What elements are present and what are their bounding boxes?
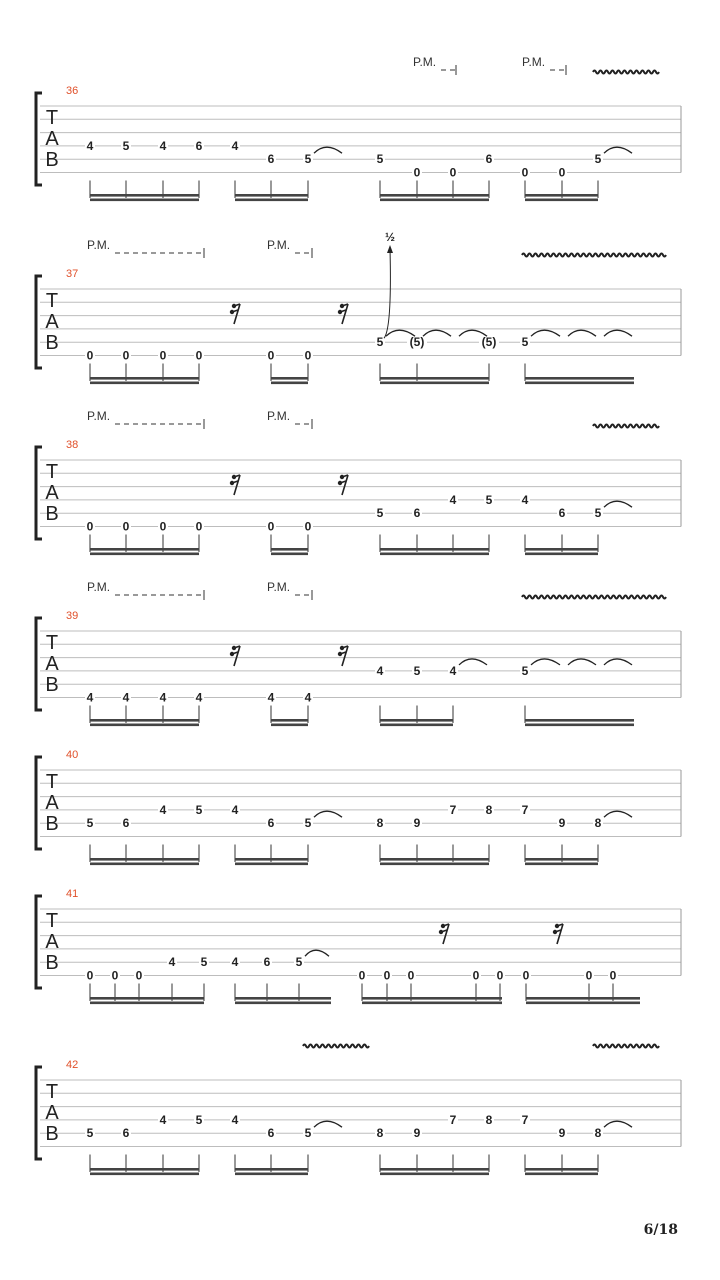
fret-number: 5	[594, 506, 602, 521]
palm-mute-label: P.M.	[267, 580, 291, 594]
fret-number: 0	[195, 348, 203, 363]
note-group	[520, 664, 634, 726]
tie	[604, 330, 632, 336]
fret-number: 4	[159, 1112, 167, 1127]
beam	[525, 199, 598, 202]
fret-number: 4	[449, 492, 457, 507]
system-bracket	[36, 276, 42, 368]
beam	[90, 194, 199, 197]
note-group	[375, 1113, 494, 1175]
beam	[271, 377, 308, 380]
fret-number: 4	[86, 690, 94, 705]
fret-number: 4	[231, 802, 239, 817]
fret-number: 5	[195, 802, 203, 817]
tie	[314, 811, 342, 817]
bend-curve	[384, 249, 390, 338]
tab-system-40	[36, 749, 681, 865]
tab-clef-letter: T	[45, 1081, 59, 1103]
beam	[271, 719, 308, 722]
beam	[525, 858, 598, 861]
tab-clef-letter: B	[45, 1123, 59, 1145]
beam	[380, 194, 489, 197]
tab-system-37	[36, 230, 681, 384]
fret-number: 5	[122, 138, 130, 153]
beam	[525, 194, 598, 197]
fret-number: 0	[304, 519, 312, 534]
beam	[380, 719, 453, 722]
fret-number: 6	[413, 506, 421, 521]
note-group	[85, 1113, 204, 1175]
system-bracket	[36, 1067, 42, 1159]
beam	[90, 863, 199, 866]
beam	[90, 553, 199, 556]
note-group	[520, 493, 603, 555]
fret-number: 5	[200, 955, 208, 970]
beam	[90, 382, 199, 385]
beam	[526, 1002, 640, 1005]
palm-mute-label: P.M.	[87, 409, 111, 423]
fret-number: 5	[594, 152, 602, 167]
tie	[568, 659, 596, 665]
vibrato-mark	[522, 254, 666, 257]
beam	[271, 382, 308, 385]
tie	[604, 147, 632, 153]
beam	[90, 199, 199, 202]
fret-number: 5	[86, 816, 94, 831]
beam	[235, 1168, 308, 1171]
system-bracket	[36, 896, 42, 988]
tie	[423, 330, 451, 336]
measure-number: 41	[66, 888, 79, 900]
beam	[90, 1168, 199, 1171]
fret-number: 9	[558, 1126, 566, 1141]
sixteenth-rest	[553, 924, 563, 944]
fret-number: 5	[195, 1112, 203, 1127]
measure-number: 38	[66, 439, 79, 451]
sixteenth-rest	[439, 924, 449, 944]
beam	[235, 199, 308, 202]
beam	[271, 548, 308, 551]
beam	[235, 863, 308, 866]
beam	[525, 1173, 598, 1176]
system-bracket	[36, 93, 42, 185]
tab-clef-letter: B	[45, 149, 59, 171]
beam	[90, 1002, 204, 1005]
fret-number: 9	[558, 816, 566, 831]
note-group	[375, 664, 458, 726]
fret-number: 4	[122, 690, 130, 705]
fret-number: 0	[407, 968, 415, 983]
fret-number: 5	[304, 1126, 312, 1141]
beam	[362, 997, 502, 1000]
system-bracket	[36, 618, 42, 710]
palm-mute-label: P.M.	[522, 55, 546, 69]
beam	[526, 997, 640, 1000]
fret-number: (5)	[409, 335, 425, 350]
beam	[90, 997, 204, 1000]
tab-clef-letter: T	[45, 771, 59, 793]
vibrato-mark	[303, 1045, 369, 1048]
fret-number: 8	[376, 1126, 384, 1141]
tab-clef-letter: A	[45, 128, 59, 150]
tie	[314, 147, 342, 153]
sixteenth-rest	[338, 646, 348, 666]
fret-number: 7	[449, 802, 457, 817]
fret-number: 7	[521, 802, 529, 817]
fret-number: 8	[485, 802, 493, 817]
fret-number: 0	[609, 968, 617, 983]
fret-number: 0	[472, 968, 480, 983]
tie	[305, 950, 329, 956]
measure-number: 37	[66, 268, 79, 280]
sixteenth-rest	[230, 475, 240, 495]
tab-system-41	[36, 888, 681, 1004]
beam	[525, 724, 634, 727]
tie	[568, 330, 596, 336]
fret-number: 6	[267, 816, 275, 831]
note-group	[230, 1113, 313, 1175]
fret-number: 4	[449, 663, 457, 678]
note-group	[520, 803, 603, 865]
fret-number: 7	[449, 1112, 457, 1127]
beam	[235, 194, 308, 197]
fret-number: 4	[521, 492, 529, 507]
beam	[380, 863, 489, 866]
fret-number: 5	[304, 152, 312, 167]
tab-clef-letter: A	[45, 792, 59, 814]
beam	[235, 997, 331, 1000]
fret-number: 9	[413, 816, 421, 831]
palm-mute-label: P.M.	[87, 238, 111, 252]
fret-number: 6	[195, 138, 203, 153]
fret-number: 0	[496, 968, 504, 983]
bend-arrowhead	[387, 245, 393, 253]
vibrato-mark	[593, 71, 659, 74]
measure-number: 42	[66, 1059, 79, 1071]
beam	[380, 377, 489, 380]
tie	[604, 811, 632, 817]
beam	[525, 553, 598, 556]
fret-number: 6	[122, 816, 130, 831]
beam	[90, 858, 199, 861]
palm-mute-label: P.M.	[87, 580, 111, 594]
beam	[380, 553, 489, 556]
tie	[531, 330, 560, 336]
tab-clef-letter: A	[45, 311, 59, 333]
tie	[604, 659, 632, 665]
page-number: 6/18	[643, 1222, 678, 1238]
note-group	[521, 969, 640, 1005]
beam	[271, 553, 308, 556]
tie	[531, 659, 560, 665]
tab-system-39	[36, 580, 681, 726]
fret-number: 0	[267, 348, 275, 363]
sixteenth-rest	[338, 475, 348, 495]
fret-number: 0	[521, 165, 529, 180]
note-group	[85, 349, 204, 385]
fret-number: 0	[449, 165, 457, 180]
beam	[90, 724, 199, 727]
fret-number: 0	[111, 968, 119, 983]
note-group	[266, 349, 313, 385]
beam	[362, 1002, 502, 1005]
tab-clef-letter: B	[45, 674, 59, 696]
fret-number: 0	[304, 348, 312, 363]
fret-number: 0	[358, 968, 366, 983]
tab-clef-letter: B	[45, 813, 59, 835]
fret-number: 0	[558, 165, 566, 180]
sixteenth-rest	[230, 304, 240, 324]
sixteenth-rest	[230, 646, 240, 666]
fret-number: 0	[86, 968, 94, 983]
tie	[314, 1121, 342, 1127]
fret-number: 8	[485, 1112, 493, 1127]
fret-number: 4	[231, 1112, 239, 1127]
fret-number: 0	[86, 519, 94, 534]
fret-number: 0	[159, 348, 167, 363]
beam	[525, 382, 634, 385]
tie	[459, 659, 487, 665]
tab-clef-letter: T	[45, 910, 59, 932]
measure-number: 36	[66, 85, 79, 97]
fret-number: 4	[159, 138, 167, 153]
beam	[380, 382, 489, 385]
fret-number: 5	[376, 152, 384, 167]
tab-clef-letter: T	[45, 290, 59, 312]
fret-number: 6	[558, 506, 566, 521]
fret-number: 4	[195, 690, 203, 705]
note-group	[357, 969, 505, 1005]
fret-number: 5	[295, 955, 303, 970]
note-group	[230, 139, 313, 201]
fret-number: 4	[267, 690, 275, 705]
beam	[525, 377, 634, 380]
tab-system-42	[36, 1045, 681, 1176]
fret-number: 5	[521, 335, 529, 350]
note-group	[520, 1113, 603, 1175]
tab-clef-letter: A	[45, 482, 59, 504]
tie	[604, 501, 632, 507]
fret-number: 0	[383, 968, 391, 983]
palm-mute-label: P.M.	[267, 409, 291, 423]
fret-number: 6	[267, 1126, 275, 1141]
fret-number: 5	[413, 663, 421, 678]
tab-clef-letter: B	[45, 503, 59, 525]
fret-number: 5	[304, 816, 312, 831]
fret-number: 6	[267, 152, 275, 167]
fret-number: 6	[263, 955, 271, 970]
beam	[380, 858, 489, 861]
fret-number: 5	[376, 506, 384, 521]
fret-number: 8	[376, 816, 384, 831]
tab-clef-letter: A	[45, 1102, 59, 1124]
fret-number: 0	[585, 968, 593, 983]
beam	[380, 724, 453, 727]
bend-amount: ½	[384, 230, 396, 244]
fret-number: 5	[86, 1126, 94, 1141]
vibrato-mark	[522, 596, 666, 599]
fret-number: 5	[376, 335, 384, 350]
note-group	[230, 803, 313, 865]
fret-number: 4	[231, 955, 239, 970]
beam	[380, 1173, 489, 1176]
fret-number: 4	[159, 802, 167, 817]
fret-number: 4	[376, 663, 384, 678]
fret-number: 4	[86, 138, 94, 153]
fret-number: 5	[485, 492, 493, 507]
beam	[380, 1168, 489, 1171]
tab-system-38	[36, 409, 681, 555]
fret-number: 8	[594, 1126, 602, 1141]
palm-mute-label: P.M.	[413, 55, 437, 69]
palm-mute-label: P.M.	[267, 238, 291, 252]
note-group	[375, 493, 494, 555]
fret-number: 7	[521, 1112, 529, 1127]
tie	[604, 1121, 632, 1127]
sixteenth-rest	[338, 304, 348, 324]
note-group	[85, 691, 204, 727]
fret-number: 6	[122, 1126, 130, 1141]
note-group	[266, 691, 313, 727]
measure-number: 39	[66, 610, 79, 622]
tab-clef-letter: A	[45, 931, 59, 953]
fret-number: (5)	[481, 335, 497, 350]
beam	[525, 548, 598, 551]
tab-clef-letter: B	[45, 332, 59, 354]
beam	[90, 377, 199, 380]
fret-number: 8	[594, 816, 602, 831]
tab-clef-letter: T	[45, 461, 59, 483]
fret-number: 4	[304, 690, 312, 705]
beam	[90, 1173, 199, 1176]
beam	[235, 1173, 308, 1176]
tab-clef-letter: T	[45, 632, 59, 654]
beam	[525, 1168, 598, 1171]
note-group	[85, 520, 204, 556]
beam	[380, 199, 489, 202]
beam	[525, 719, 634, 722]
fret-number: 4	[168, 955, 176, 970]
beam	[380, 548, 489, 551]
fret-number: 0	[522, 968, 530, 983]
beam	[235, 858, 308, 861]
fret-number: 0	[122, 348, 130, 363]
fret-number: 0	[122, 519, 130, 534]
tab-clef-letter: A	[45, 653, 59, 675]
tab-clef-letter: B	[45, 952, 59, 974]
fret-number: 6	[485, 152, 493, 167]
tab-system-36	[36, 55, 681, 201]
fret-number: 0	[159, 519, 167, 534]
beam	[271, 724, 308, 727]
fret-number: 0	[267, 519, 275, 534]
beam	[90, 719, 199, 722]
fret-number: 4	[231, 138, 239, 153]
beam	[525, 863, 598, 866]
measure-number: 40	[66, 749, 79, 761]
vibrato-mark	[593, 425, 659, 428]
fret-number: 4	[159, 690, 167, 705]
fret-number: 0	[195, 519, 203, 534]
fret-number: 0	[86, 348, 94, 363]
fret-number: 0	[413, 165, 421, 180]
system-bracket	[36, 757, 42, 849]
note-group	[375, 803, 494, 865]
fret-number: 9	[413, 1126, 421, 1141]
note-group	[266, 520, 313, 556]
tab-clef-letter: T	[45, 107, 59, 129]
vibrato-mark	[593, 1045, 659, 1048]
fret-number: 0	[135, 968, 143, 983]
beam	[235, 1002, 331, 1005]
note-group	[85, 803, 204, 865]
fret-number: 5	[521, 663, 529, 678]
system-bracket	[36, 447, 42, 539]
note-group	[85, 139, 204, 201]
beam	[90, 548, 199, 551]
